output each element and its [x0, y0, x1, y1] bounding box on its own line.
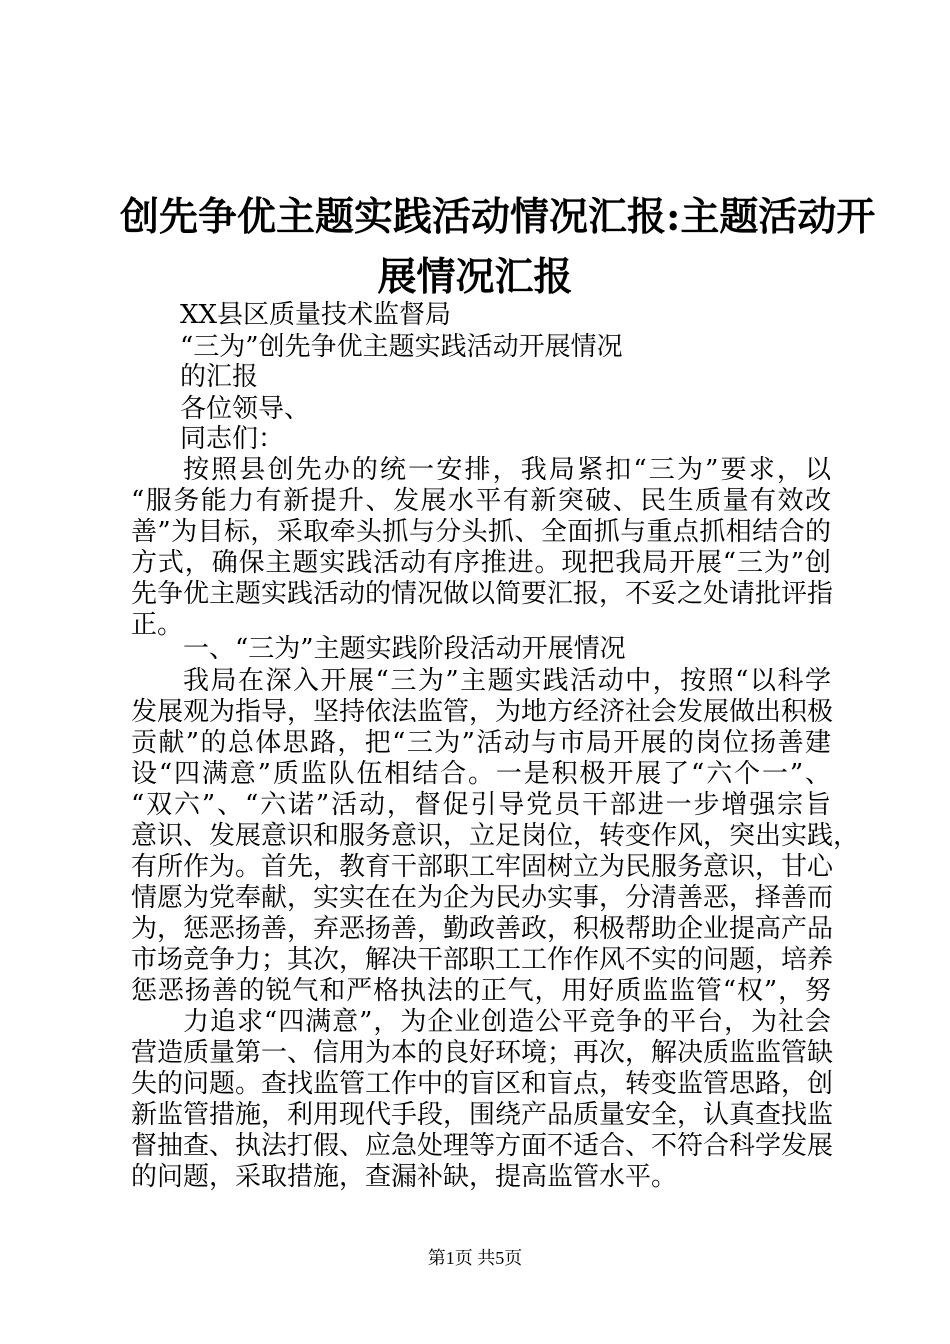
paragraph-2-line: 有所作为。首先，教育干部职工牢固树立为民服务意识，甘心: [131, 852, 834, 882]
paragraph-1-line: 方式，确保主题实践活动有序推进。现把我局开展“三为”创: [131, 548, 831, 578]
paragraph-2-line: 市场竞争力；其次，解决干部职工工作作风不实的问题，培养: [131, 945, 834, 975]
paragraph-1-line: 正。: [131, 610, 184, 640]
paragraph-1-line: 先争优主题实践活动的情况做以简要汇报，不妥之处请批评指: [131, 579, 834, 609]
paragraph-1-line: 按照县创先办的统一安排，我局紧扣“三为”要求，以: [183, 455, 831, 485]
paragraph-2-line: 贡献”的总体思路，把“三为”活动与市局开展的岗位扬善建: [131, 728, 831, 758]
paragraph-3-line: 力追求“四满意”，为企业创造公平竞争的平台，为社会: [183, 1007, 831, 1037]
paragraph-2-line: 设“四满意”质监队伍相结合。一是积极开展了“六个一”、: [131, 759, 831, 789]
paragraph-1-line: “服务能力有新提升、发展水平有新突破、民生质量有效改: [131, 486, 831, 516]
report-subject-line-2: 的汇报: [180, 362, 259, 392]
document-title-line-1: 创先争优主题实践活动情况汇报:主题活动开: [120, 194, 876, 240]
paragraph-2-line: 发展观为指导，坚持依法监管，为地方经济社会发展做出积极: [131, 697, 834, 727]
paragraph-2-line: 我局在深入开展“三为”主题实践活动中，按照“以科学: [183, 666, 831, 696]
paragraph-2-line: 情愿为党奉献，实实在在为企为民办实事，分清善恶，择善而: [131, 883, 834, 913]
paragraph-3-line: 的问题，采取措施，查漏补缺，提高监管水平。: [131, 1162, 678, 1192]
paragraph-3-line: 失的问题。查找监管工作中的盲区和盲点，转变监管思路，创: [131, 1069, 834, 1099]
page-number-footer: 第1页 共5页: [427, 1248, 523, 1268]
document-title-line-2: 展情况汇报: [377, 254, 573, 300]
salutation-line-2: 同志们：: [180, 424, 285, 454]
section-heading: 一、“三为”主题实践阶段活动开展情况: [183, 634, 626, 664]
paragraph-2-line: 意识、发展意识和服务意识，立足岗位，转变作风，突出实践，: [131, 821, 860, 851]
paragraph-3-line: 督抽查、执法打假、应急处理等方面不适合、不符合科学发展: [131, 1131, 834, 1161]
paragraph-2-line: 为，惩恶扬善，弃恶扬善，勤政善政，积极帮助企业提高产品: [131, 914, 834, 944]
org-name-line: XX县区质量技术监督局: [180, 300, 452, 330]
paragraph-1-line: 善”为目标，采取牵头抓与分头抓、全面抓与重点抓相结合的: [131, 517, 831, 547]
paragraph-2-line: 惩恶扬善的锐气和严格执法的正气，用好质监监管“权”，努: [131, 976, 831, 1006]
paragraph-3-line: 新监管措施，利用现代手段，围绕产品质量安全，认真查找监: [131, 1100, 834, 1130]
paragraph-2-line: “双六”、“六诺”活动，督促引导党员干部进一步增强宗旨: [131, 790, 831, 820]
report-subject-line: “三为”创先争优主题实践活动开展情况: [180, 332, 623, 362]
salutation-line-1: 各位领导、: [180, 394, 311, 424]
paragraph-3-line: 营造质量第一、信用为本的良好环境；再次，解决质监监管缺: [131, 1038, 834, 1068]
